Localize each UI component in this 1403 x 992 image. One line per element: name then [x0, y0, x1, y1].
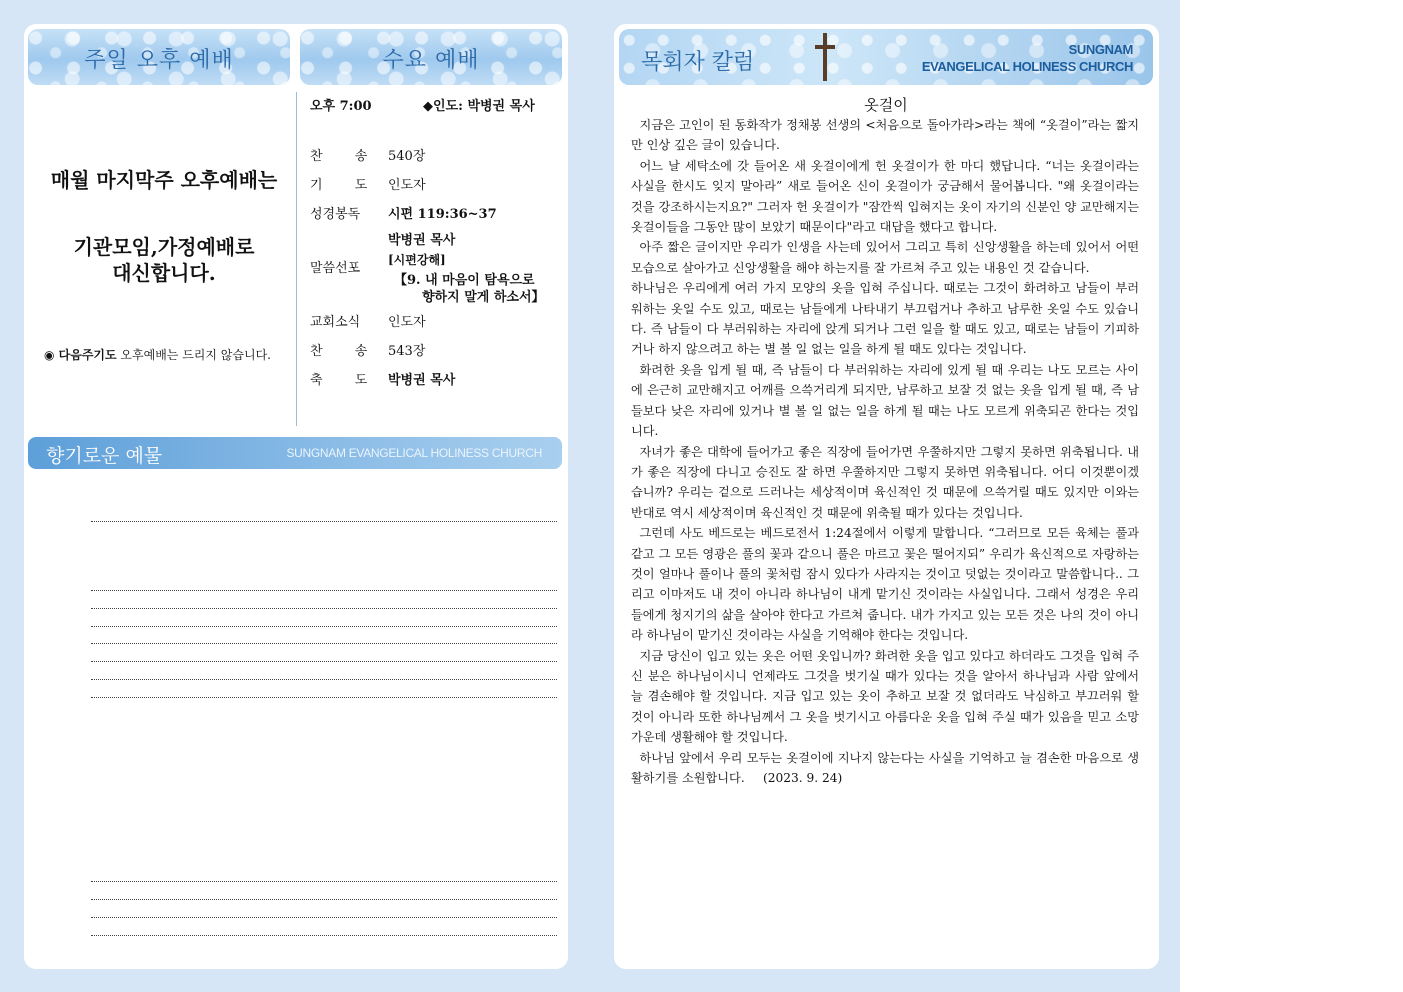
offering-line: [91, 917, 557, 918]
article-paragraph: 하나님은 우리에게 여러 가지 모양의 옷을 입혀 주십니다. 때로는 그것이 화려하고 남들이 부러워하는 옷일 수도 있고, 때로는 남들에게 나타내기 부끄럽거나 추하고 남루한 옷일 수도 있습니다. 즉 남들이 다 부러워하는 자리에 앉게 되거나 그런 일을 할 때도 있고, 때로는 남들이 기피하거나 하지 않으려고 하는 별 볼 일 없는 일을 하게 될 때도 있다는 것입니다.: [631, 281, 1139, 357]
article-paragraph: 어느 날 세탁소에 갓 들어온 새 옷걸이에게 헌 옷걸이가 한 마디 했답니다. “너는 옷걸이라는 사실을 한시도 잊지 말아라” 새로 들어온 신이 옷걸이가 궁금해서 물어봅니다. "왜 옷걸이라는 것을 강조하시는지요?" 그러자 헌 옷걸이가 "잠깐씩 입혀지는 옷이 자기의 신분인 양 교만해지는 옷걸이들을 그동안 많이 보았기 때문이다"라고 대답을 했다고 합니다.: [631, 158, 1139, 235]
article-title: 옷걸이: [864, 96, 908, 114]
offering-church-name: SUNGNAM EVANGELICAL HOLINESS CHURCH: [286, 446, 542, 460]
offering-header: [28, 437, 562, 469]
notice-line-2: [36, 234, 292, 286]
order-value: 543장: [388, 344, 426, 359]
wednesday-service-header: [300, 29, 562, 85]
notice-line-1: 매월 마지막주 오후예배는: [50, 168, 278, 192]
wednesday-leader: ◆인도: 박병권 목사: [423, 99, 535, 114]
wednesday-time: 오후 7:00: [310, 99, 372, 114]
article-paragraph: 지금은 고인이 된 동화작가 정채봉 선생의 <처음으로 돌아가라>라는 책에 “옷걸이”라는 짧지만 인상 깊은 글이 있습니다.: [631, 118, 1139, 153]
sermon-title-2: 향하지 말게 하소서】: [422, 290, 545, 305]
order-value: 인도자: [388, 315, 426, 330]
article-paragraph: 그런데 사도 베드로는 베드로전서 1:24절에서 이렇게 말합니다. “그러므로 모든 육체는 풀과 같고 그 모든 영광은 풀의 꽃과 같으니 풀은 마르고 꽃은 떨어지되” 우리가 육신적으로 자랑하는 것이 얼마나 풀이나 풀의 꽃처럼 잠시 있다가 사라지는 것이고 덧없는 것이라고 말씀합니다.. 그리고 이마저도 내 것이 아니라 하나님이 내게 맡기신 것이라는 사실입니다. 그래서 성경은 우리들에게 청지기의 삶을 살아야 한다고 가르쳐 줍니다. 내가 가지고 있는 모든 것은 나의 것이 아니라 하나님이 맡기신 것이라는 사실을 기억해야 한다는 것입니다.: [631, 526, 1139, 643]
sermon-preacher: 박병권 목사: [388, 233, 456, 248]
offering-line: [91, 521, 557, 522]
offering-line: [91, 608, 557, 609]
article-paragraph: 지금 당신이 입고 있는 옷은 어떤 옷입니까? 화려한 옷을 입고 있다고 하더라도 그것을 입혀 주신 분은 하나님이시니 언제라도 그것을 벗기실 때가 있다는 것을 알아서 하나님과 사람 앞에서 늘 겸손해야 할 것입니다. 지금 입고 있는 옷이 추하고 보잘 것 없더라도 낙심하고 부끄러워 할 것이 아니라 또한 하나님께서 그 옷을 벗기시고 아름다운 옷을 입혀 주실 때가 있음을 믿고 소망가운데 생활해야 할 것입니다.: [631, 648, 1139, 745]
order-label: 말씀선포: [310, 261, 361, 276]
next-week-notice-text: 오후예배는 드리지 않습니다.: [116, 348, 271, 362]
article-date: (2023. 9. 24): [763, 771, 843, 785]
next-week-notice: [44, 346, 271, 363]
order-value: 박병권 목사: [388, 373, 456, 388]
article-closing: 하나님 앞에서 우리 모두는 옷걸이에 지나지 않는다는 사실을 기억하고 늘 겸손한 마음으로 생활하기를 소원합니다.: [631, 750, 1139, 785]
offering-line: [91, 935, 557, 936]
notice-line-2a: 기관모임,가정예배로: [73, 235, 255, 259]
order-label: 축 도: [310, 373, 382, 388]
church-logo-text: [922, 41, 1133, 75]
next-week-notice-label: ◉ 다음주기도: [44, 348, 117, 362]
pastor-column-header: [619, 29, 1153, 85]
order-label: 찬 송: [310, 344, 382, 359]
wednesday-service-title: 수요 예배: [382, 48, 480, 73]
sunday-afternoon-title: 주일 오후 예배: [84, 48, 234, 73]
notice-line-2b: 대신합니다.: [112, 261, 216, 285]
order-label: 기 도: [310, 178, 382, 193]
article-paragraph: [631, 748, 1139, 789]
offering-line: [91, 661, 557, 662]
article-body: [631, 115, 1139, 788]
cross-icon: [815, 33, 835, 81]
order-label: 성경봉독: [310, 207, 361, 222]
order-label: 교회소식: [310, 315, 361, 330]
order-label: 찬 송: [310, 149, 382, 164]
offering-line: [91, 899, 557, 900]
church-name-line-1: SUNGNAM: [1068, 42, 1133, 57]
offering-line: [91, 626, 557, 627]
article-paragraph: 자녀가 좋은 대학에 들어가고 좋은 직장에 들어가면 우쭐하지만 그렇지 못하면 위축됩니다. 내가 좋은 직장에 다니고 승진도 잘 하면 우쭐하지만 그렇지 못하면 위축됩니다. 어디 이것뿐이겠습니까? 우리는 겉으로 드러나는 세상적이며 육신적인 것 때문에 으쓱거릴 때도 있지만 이와는 반대로 역시 세상적이며 육신적인 것 때문에 위축될 때가 있다는 것입니다.: [631, 444, 1139, 520]
offering-line: [91, 643, 557, 644]
sermon-title-1: 【9. 내 마음이 탐욕으로: [394, 273, 535, 288]
pastor-column-title: 목회자 칼럼: [641, 50, 755, 75]
order-value: 인도자: [388, 178, 426, 193]
article-paragraph: 화려한 옷을 입게 될 때, 즉 남들이 다 부러워하는 자리에 있게 될 때 우리는 나도 모르는 사이에 은근히 교만해지고 어깨를 으쓱거리게 되지만, 남루하고 보잘 것 없는 옷을 입게 될 때, 즉 남들보다 낮은 자리에 있거나 별 볼 일 없는 일을 하게 될 때는 나도 모르게 위축되곤 한다는 것입니다.: [631, 362, 1139, 439]
sermon-series: [시편강해]: [388, 253, 446, 267]
offering-line: [91, 590, 557, 591]
column-divider: [296, 92, 297, 426]
church-name-line-2: EVANGELICAL HOLINESS CHURCH: [921, 59, 1133, 74]
article-paragraph: 아주 짧은 글이지만 우리가 인생을 사는데 있어서 그리고 특히 신앙생활을 하는데 있어서 어떤 모습으로 살아가고 신앙생활을 해야 하는지를 잘 가르쳐 주고 있는 내용인 것 같습니다.: [631, 240, 1139, 275]
order-value: 540장: [388, 149, 426, 164]
offering-line: [91, 881, 557, 882]
offering-title: 향기로운 예물: [46, 445, 163, 467]
order-value: 시편 119:36~37: [388, 207, 497, 222]
offering-line: [91, 679, 557, 680]
offering-line: [91, 697, 557, 698]
sunday-afternoon-header: [28, 29, 290, 85]
